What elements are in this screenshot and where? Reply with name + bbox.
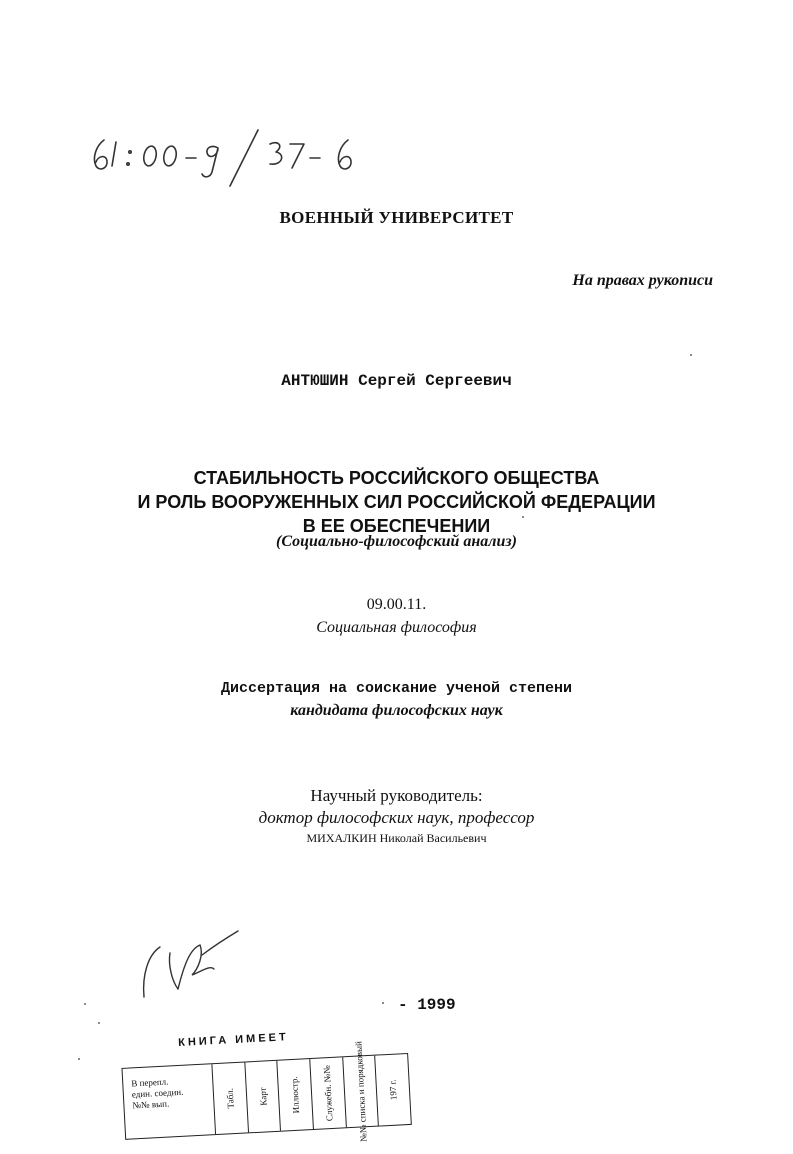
university-name: ВОЕННЫЙ УНИВЕРСИТЕТ bbox=[279, 208, 514, 227]
stamp-column: Иллюстр. bbox=[278, 1059, 314, 1131]
stamp-first-cell bbox=[123, 1064, 217, 1139]
stamp-column: Служебн. №№ bbox=[310, 1057, 346, 1129]
speciality-name: Социальная философия bbox=[316, 619, 477, 636]
scan-speck bbox=[84, 1003, 86, 1005]
scan-speck bbox=[382, 1002, 384, 1004]
scan-speck bbox=[522, 516, 524, 518]
title-line-2: И РОЛЬ ВООРУЖЕННЫХ СИЛ РОССИЙСКОЙ ФЕДЕРАЦИИ bbox=[137, 492, 656, 512]
handwritten-signature bbox=[130, 925, 250, 1005]
scan-speck bbox=[690, 354, 692, 356]
scan-speck bbox=[98, 1022, 100, 1024]
title-line-3: В ЕЕ ОБЕСПЕЧЕНИИ bbox=[302, 516, 491, 536]
stamp-first-cell-line: №№ вып. bbox=[132, 1098, 170, 1111]
library-stamp bbox=[120, 1025, 414, 1143]
dissertation-subtitle: (Социально-философский анализ) bbox=[276, 533, 517, 550]
manuscript-rights-note: На правах рукописи bbox=[572, 272, 713, 289]
stamp-column: 197 г. bbox=[387, 1079, 399, 1101]
year: - 1999 bbox=[398, 996, 456, 1014]
stamp-first-cell-line: един. соедин. bbox=[131, 1086, 184, 1100]
degree-field: кандидата философских наук bbox=[290, 702, 503, 719]
stamp-column: №№ списка и порядковый bbox=[343, 1056, 379, 1128]
author-name: АНТЮШИН Сергей Сергеевич bbox=[281, 372, 512, 390]
advisor-name: МИХАЛКИН Николай Васильевич bbox=[306, 831, 487, 845]
advisor-academic-title: доктор философских наук, профессор bbox=[258, 808, 535, 827]
stamp-column: Карт bbox=[245, 1061, 281, 1133]
stamp-column: Табл. bbox=[212, 1062, 248, 1134]
advisor-label: Научный руководитель: bbox=[310, 786, 483, 805]
stamp-header: КНИГА ИМЕЕТ bbox=[177, 1031, 289, 1049]
title-line-1: СТАБИЛЬНОСТЬ РОССИЙСКОГО ОБЩЕСТВА bbox=[193, 468, 600, 488]
degree-statement: Диссертация на соискание ученой степени bbox=[220, 680, 573, 697]
speciality-code: 09.00.11. bbox=[366, 596, 427, 613]
dissertation-title bbox=[0, 466, 793, 538]
stamp-first-cell-line: В перепл. bbox=[131, 1076, 169, 1089]
scan-speck bbox=[78, 1058, 80, 1060]
handwritten-catalog-code bbox=[90, 128, 390, 188]
